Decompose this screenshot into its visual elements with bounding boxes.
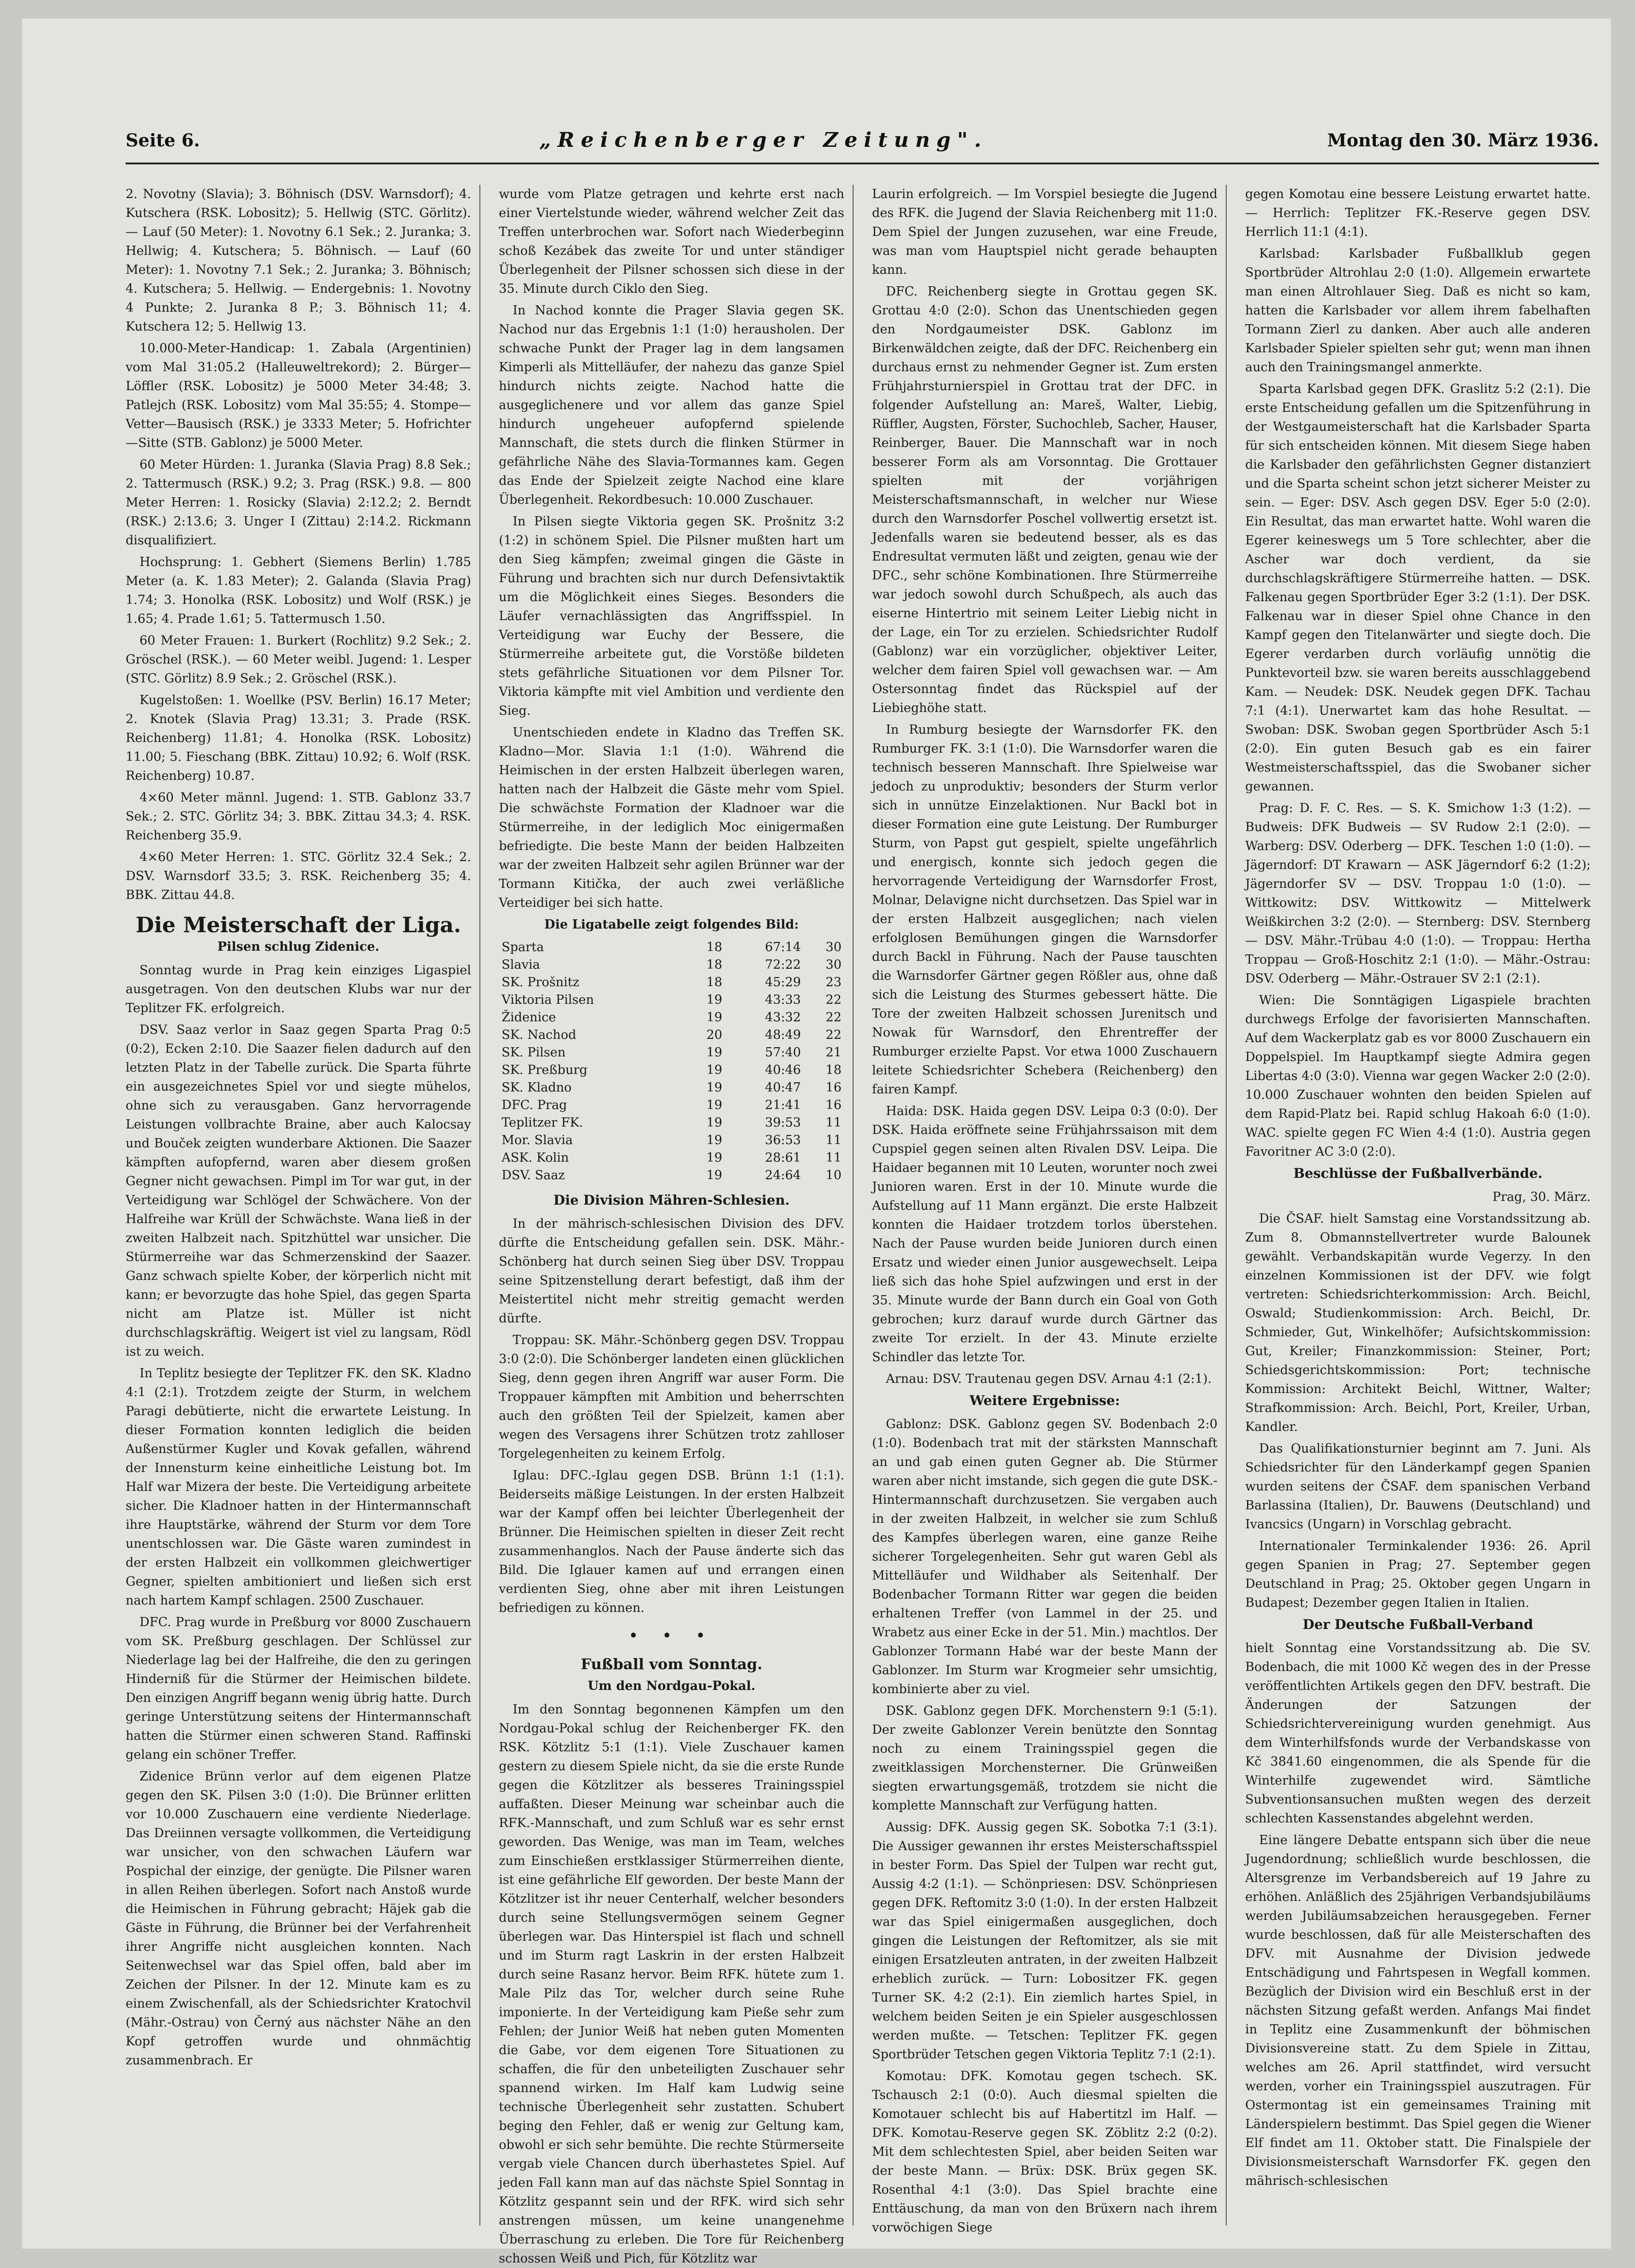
table-row [499, 1026, 844, 1044]
paragraph: Arnau: DSV. Trautenau gegen DSV. Arnau 4:1 (2:1). [886, 1372, 1212, 1386]
paragraph: Komotau: DFK. Komotau gegen tschech. SK. Tschausch 2:1 (0:0). Auch diesmal spielten die Komotauer schlecht bis auf Habertitzl im Half. — DFK. Komotau-Reserve gegen SK. Zöblitz 2:2 (0:2). Mit dem schlechtesten Spiel, aber beiden Seiten war der beste Mann. — Brüx: DSK. Brüx gegen SK. Rosenthal 4:1 (3:0). Das Spiel brachte eine Enttäuschung, da man von den Brüxern nach ihrem vorwöchigen Siege [872, 2069, 1217, 2235]
header-rule [126, 163, 1599, 164]
team-name: Slavia [502, 958, 540, 972]
table-cell: 30 [825, 958, 842, 972]
table-cell: 11 [825, 1151, 842, 1165]
table-cell: 10 [825, 1168, 842, 1182]
paragraph: hielt Sonntag eine Vorstandssitzung ab. Die SV. Bodenbach, die mit 1000 Kč wegen des in der Presse veröffentlichten Artikels gegen den DFV. bestraft. Die Änderungen der Satzungen der Schiedsrichtervereinigung wurden genehmigt. Aus dem Winterhilfsfonds wurde der Verbandskasse von Kč 3841.60 eingenommen, die als Spende für die Winterhilfe zugewendet wird. Sämtliche Subventionsansuchen mußten wegen des derzeit schlechten Kassenstandes abgelehnt werden. [1245, 1641, 1591, 1826]
table-cell: 18 [706, 975, 722, 989]
team-name: DFC. Prag [502, 1098, 567, 1112]
section-subheading: Pilsen schlug Zidenice. [217, 940, 380, 954]
paragraph: Laurin erfolgreich. — Im Vorspiel besiegte die Jugend des RFK. die Jugend der Slavia Reichenberg mit 11:0. Dem Spiel der Jungen zuzusehen, war eine Freude, was man vom Hauptspiel nicht gerade behaupten kann. [872, 187, 1217, 277]
table-cell: 19 [706, 1116, 722, 1130]
table-cell: 22 [825, 1010, 842, 1025]
table-row [499, 1044, 844, 1062]
paragraph: wurde vom Platze getragen und kehrte erst nach einer Viertelstunde wieder, während welcher Zeit das Treffen unterbrochen war. Sofort nach Wiederbeginn schoß Kezábek das zweite Tor und unter ständiger Überlegenheit der Pilsner schossen sich diese in der 35. Minute durch Ciklo den Sieg. [499, 187, 844, 296]
table-cell: 28:61 [765, 1151, 801, 1165]
table-cell: 67:14 [765, 940, 801, 954]
team-name: DSV. Saaz [502, 1168, 565, 1182]
section-heading: Die Meisterschaft der Liga. [135, 912, 461, 937]
table-cell: 22 [825, 993, 842, 1007]
paragraph: 60 Meter Hürden: 1. Juranka (Slavia Prag) 8.8 Sek.; 2. Tattermusch (RSK.) 9.2; 3. Prag (RSK.) 9.8. — 800 Meter Herren: 1. Rosicky (Slavia) 2:12.2; 2. Berndt (RSK.) 2:13.6; 3. Unger I (Zittau) 2:14.2. Rickmann disqualifiziert. [126, 458, 471, 548]
table-cell: 19 [706, 1010, 722, 1025]
table-cell: 22 [825, 1028, 842, 1042]
paragraph: Im den Sonntag begonnenen Kämpfen um den Nordgau-Pokal schlug der Reichenberger FK. den RSK. Kötzlitz 5:1 (1:1). Viele Zuschauer kamen gestern zu diesem Spiele nicht, da sie die erste Runde gegen die Kötzlitzer als besseres Trainingsspiel auffaßten. Dieser Meinung war scheinbar auch die RFK.-Mannschaft, und zum Schluß war es sehr ernst geworden. Das Wenige, was man im Team, welches zum Einschießen erstklassiger Stürmerreihen diente, ist eine gefährliche Elf geworden. Der beste Mann der Kötzlitzer ist ihr neuer Centerhalf, welcher besonders durch seine Stellungsvermögen seinem Gegner überlegen war. Das Hinterspiel ist flach und schnell und im Sturm ragt Laskrin in der ersten Halbzeit durch seine Rasanz hervor. Beim RFK. hütete zum 1. Male Pilz das Tor, welcher durch seine Ruhe imponierte. In der Verteidigung kam Pieße sehr zum Fehlen; der Junior Weiß hat neben guten Momenten die Gabe, vor dem eigenen Tore Situationen zu schaffen, die für den unbeteiligten Zuschauer sehr spannend wirken. Im Half kam Ludwig seine technische Überlegenheit sehr zustatten. Schubert beging den Fehler, daß er wenig zur Geltung kam, obwohl er sich sehr bemühte. Die rechte Stürmerseite vergab viele Chancen durch überhastetes Spiel. Auf jeden Fall kann man auf das nächste Spiel Sonntag in Kötzlitz gespannt sein und der RFK. wird sich sehr anstrengen müssen, um keine unangenehme Überraschung zu erleben. Die Tore für Reichenberg schossen Weiß und Pich, für Kötzlitz war [499, 1702, 844, 2266]
paragraph: Aussig: DFK. Aussig gegen SK. Sobotka 7:1 (3:1). Die Aussiger gewannen ihr erstes Meisterschaftsspiel in bester Form. Das Spiel der Tulpen war recht gut, Aussig 4:2 (1:1). — Schönpriesen: DSV. Schönpriesen gegen DFK. Reftomitz 3:0 (1:0). In der ersten Halbzeit war das Spiel einigermaßen ausgeglichen, doch gingen die Leistungen der Reftomitzer, als sie mit einigen Ersatzleuten antraten, in der zweiten Halbzeit erheblich zurück. — Turn: Lobositzer FK. gegen Turner SK. 4:2 (2:1). Ein ziemlich hartes Spiel, in welchem beiden Seiten je ein Spieler ausgeschlossen werden mußte. — Tetschen: Teplitzer FK. gegen Sportbrüder Tetschen gegen Viktoria Teplitz 7:1 (2:1). [872, 1820, 1217, 2062]
column-3 [872, 185, 1227, 2235]
table-cell: 18 [706, 940, 722, 954]
table-cell: 11 [825, 1133, 842, 1147]
table-cell: 40:46 [765, 1063, 801, 1077]
paragraph: In der mährisch-schlesischen Division des DFV. dürfte die Entscheidung gefallen sein. DSK. Mähr.-Schönberg hat durch seinen Sieg über DSV. Troppau seine Spitzenstellung derart befestigt, daß ihm der Meistertitel nicht mehr streitig gemacht werden dürfte. [499, 1217, 844, 1326]
table-cell: 40:47 [765, 1080, 801, 1095]
paragraph: In Pilsen siegte Viktoria gegen SK. Prošnitz 3:2 (1:2) in schönem Spiel. Die Pilsner mußten hart um den Sieg kämpfen; zweimal gingen die Gäste in Führung und brachten sich nur durch Defensivtaktik um die Möglichkeit eines Sieges. Besonders die Läufer vernachlässigten das Angriffsspiel. In Verteidigung war Euchy der Bessere, die Stürmerreihe arbeitete gut, die Vorstöße bildeten stets gefährliche Situationen vor dem Pilsner Tor. Viktoria kämpfte mit viel Ambition und verdiente den Sieg. [499, 514, 844, 718]
paragraph: Gablonz: DSK. Gablonz gegen SV. Bodenbach 2:0 (1:0). Bodenbach trat mit der stärksten Mannschaft an und gab einen guten Gegner ab. Die Stürmer waren aber nicht imstande, sich gegen die gute DSK.-Hintermannschaft durchzusetzen. Sie vergaben auch in der zweiten Halbzeit, in welcher sie zum Schluß des Kampfes überlegen waren, eine ganze Reihe sicherer Torgelegenheiten. Sehr gut waren Gebl als Mittelläufer und Wildhaber als Seitenhalf. Der Bodenbacher Tormann Ritter war gegen die beiden erhaltenen Treffer (von Lammel in der 25. und Wrabetz aus einer Ecke in der 51. Min.) machtlos. Der Gablonzer Tormann Habé war der beste Mann der Gablonzer. Im Sturm war Krogmeier sehr umsichtig, kombinierte aber zu viel. [872, 1417, 1217, 1696]
paragraph: Prag: D. F. C. Res. — S. K. Smichow 1:3 (1:2). — Budweis: DFK Budweis — SV Rudow 2:1 (2:0). — Warberg: DSV. Oderberg — DFK. Teschen 1:0 (1:0). — Jägerndorf: DT Krawarn — ASK Jägerndorf 6:2 (1:2); Jägerndorfer SV — DSV. Troppau 1:0 (1:0). — Wittkowitz: DSV. Wittkowitz — Mittelwerk Weißkirchen 3:2 (2:0). — Sternberg: DSV. Sternberg — DSV. Mähr.-Trübau 4:0 (1:0). — Troppau: Hertha Troppau — Groß-Hoschitz 2:1 (1:0). — Mähr.-Ostrau: DSV. Oderberg — Mähr.-Ostrauer SV 2:1 (2:1). [1245, 801, 1591, 986]
section-divider: • • • [628, 1627, 715, 1646]
paragraph: DSK. Gablonz gegen DFK. Morchenstern 9:1 (5:1). Der zweite Gablonzer Verein benützte den Sonntag noch zu einem Trainingsspiel gegen die zweitklassigen Morchensterner. Die Grünweißen siegten erwartungsgemäß, trotzdem sie nicht die komplette Mannschaft zur Verfügung hatten. [872, 1704, 1217, 1813]
paragraph: In Rumburg besiegte der Warnsdorfer FK. den Rumburger FK. 3:1 (1:0). Die Warnsdorfer waren die technisch besseren Mannschaft. Ihre Spielweise war jedoch zu unproduktiv; besonders der Sturm verlor sich in unnütze Einzelaktionen. Nur Backl bot in dieser Formation eine gute Leistung. Der Rumburger Sturm, von Papst gut gespielt, spielte ungefährlich und energisch, konnte sich jedoch gegen die hervorragende Verteidigung der Warnsdorfer Frost, Molnar, Delavigne nicht durchsetzen. Das Spiel war in der ersten Halbzeit ausgeglichen; nach vielen erfolglosen Bemühungen gingen die Warnsdorfer durch Backl in Führung. Nach der Pause tauschten die Warnsdorfer Gärtner gegen Rößler aus, ohne daß sich die Leistung des Sturmes gebessert hätte. Die Tore der zweiten Halbzeit schossen Jurenitsch und Nowak für Warnsdorf, den Ehrentreffer der Rumburger erzielte Papst. Vor etwa 1000 Zuschauern leitete Schiedsrichter Schebera (Reichenberg) den fairen Kampf. [872, 723, 1217, 1097]
paragraph: 10.000-Meter-Handicap: 1. Zabala (Argentinien) vom Mal 31:05.2 (Halleuweltrekord); 2. Bürger—Löffler (RSK. Lobositz) je 5000 Meter 34:48; 3. Patlejch (RSK. Lobositz) vom Mal 35:55; 4. Stompe—Vetter—Bausisch (RSK.) je 3333 Meter; 5. Hofrichter—Sitte (STB. Gablonz) je 5000 Meter. [126, 341, 471, 450]
table-cell: 48:49 [765, 1028, 801, 1042]
paragraph: Unentschieden endete in Kladno das Treffen SK. Kladno—Mor. Slavia 1:1 (1:0). Während die Heimischen in der ersten Halbzeit überlegen waren, hatten nach der Halbzeit die Gäste mehr vom Spiel. Die schwächste Formation der Kladnoer war die Stürmerreihe, in der lediglich Moc einigermaßen befriedigte. Die beste Mann der beiden Halbzeiten war der zweiten Halbzeit sehr agilen Brünner war der Tormann Kitička, der auch zwei verläßliche Verteidiger bei sich hatte. [499, 725, 844, 910]
newspaper-title: „Reichenberger Zeitung". [539, 128, 988, 152]
newspaper-page [22, 18, 1611, 2266]
table-row [499, 1097, 844, 1114]
paragraph: Hochsprung: 1. Gebhert (Siemens Berlin) 1.785 Meter (a. K. 1.83 Meter); 2. Galanda (Slavia Prag) 1.74; 3. Honolka (RSK. Lobositz) und Wolf (RSK.) je 1.65; 4. Prade 1.61; 5. Tattermusch 1.50. [126, 555, 471, 626]
team-name: SK. Pilsen [502, 1045, 566, 1060]
table-cell: 19 [706, 1063, 722, 1077]
table-row [499, 956, 844, 974]
paragraph: gegen Komotau eine bessere Leistung erwartet hatte. — Herrlich: Teplitzer FK.-Reserve gegen DSV. Herrlich 11:1 (4:1). [1245, 187, 1591, 239]
article-columns [126, 185, 1599, 2266]
paragraph: Kugelstoßen: 1. Woellke (PSV. Berlin) 16.17 Meter; 2. Knotek (Slavia Prag) 13.31; 3. Prade (RSK. Reichenberg) 11.81; 4. Honolka (RSK. Lobositz) 11.00; 5. Fieschang (BBK. Zittau) 10.92; 6. Wolf (RSK. Reichenberg) 10.87. [126, 693, 471, 783]
team-name: Teplitzer FK. [502, 1116, 583, 1130]
table-cell: 43:33 [765, 993, 801, 1007]
column-4 [1245, 185, 1599, 2226]
table-cell: 19 [706, 1045, 722, 1060]
paragraph: 4×60 Meter männl. Jugend: 1. STB. Gablonz 33.7 Sek.; 2. STC. Görlitz 34; 3. BBK. Zittau 34.3; 4. RSK. Reichenberg 35.9. [126, 790, 471, 843]
column-1 [126, 185, 480, 2226]
table-cell: 24:64 [765, 1168, 801, 1182]
paragraph: Das Qualifikationsturnier beginnt am 7. Juni. Als Schiedsrichter für den Länderkampf gegen Spanien wurden seitens der ČSAF. dem spanischen Verband Barlassina (Italien), Dr. Bauwens (Deutschland) und Ivancsics (Ungarn) in Vorschlag gebracht. [1245, 1442, 1591, 1532]
paragraph: Haida: DSK. Haida gegen DSV. Leipa 0:3 (0:0). Der DSK. Haida eröffnete seine Frühjahrssaison mit dem Cupspiel gegen seinen alten Rivalen DSV. Leipa. Die Haidaer begannen mit 10 Leuten, worunter noch zwei Junioren waren. Erst in der 10. Minute wurde die Aufstellung auf 11 Mann ergänzt. Die erste Halbzeit konnten die Haidaer trotzdem torlos überstehen. Nach der Pause wurden beide Junioren durch einen Ersatz und wieder einen Junior ausgewechselt. Leipa ließ sich das hohe Spiel aufzwingen und erst in der 35. Minute wurde der Bann durch ein Goal von Goth gebrochen; kurz darauf wurde durch Gärtner das zweite Tor erzielt. In der 43. Minute erzielte Schindler das letzte Tor. [872, 1104, 1217, 1364]
table-cell: 19 [706, 1080, 722, 1095]
paragraph: 2. Novotny (Slavia); 3. Böhnisch (DSV. Warnsdorf); 4. Kutschera (RSK. Lobositz); 5. Hellwig (STC. Görlitz). — Lauf (50 Meter): 1. Novotny 6.1 Sek.; 2. Juranka; 3. Hellwig; 4. Kutschera; 5. Böhnisch. — Lauf (60 Meter): 1. Novotny 7.1 Sek.; 2. Juranka; 3. Böhnisch; 4. Kutschera; 5. Hellwig. — Endergebnis: 1. Novotny 4 Punkte; 2. Juranka 8 P.; 3. Böhnisch 11; 4. Kutschera 12; 5. Hellwig 13. [126, 187, 471, 334]
table-row [499, 939, 844, 956]
table-row [499, 991, 844, 1009]
table-row [499, 1062, 844, 1079]
issue-date: Montag den 30. März 1936. [1327, 129, 1599, 151]
team-name: Viktoria Pilsen [502, 993, 594, 1007]
table-row [499, 974, 844, 991]
paragraph: DFC. Prag wurde in Preßburg vor 8000 Zuschauern vom SK. Preßburg geschlagen. Der Schlüssel zur Niederlage lag bei der Halfreihe, die den zu geringen Hinderniß für die Stürmer der Heimischen bildete. Den einzigen Angriff begann wenig übrig hatte. Durch geringe Unterstützung seitens der Hintermannschaft hatten die Stürmer einen schweren Stand. Raffinski gelang ein schöner Treffer. [126, 1615, 471, 1762]
team-name: SK. Prošnitz [502, 975, 580, 989]
paragraph: Eine längere Debatte entspann sich über die neue Jugendordnung; schließlich wurde beschlossen, die Altersgrenze im Verbandsbereich auf 19 Jahre zu erhöhen. Anläßlich des 25jährigen Verbandsjubiläums werden Jubiläumsabzeichen herausgegeben. Ferner wurde beschlossen, daß für alle Meisterschaften des DFV. mit Ausnahme der Division jedwede Entschädigung und Fahrtspesen in Wegfall kommen. Bezüglich der Division wird ein Beschluß erst in der nächsten Sitzung gefaßt werden. Anfangs Mai findet in Teplitz eine Zusammenkunft der böhmischen Divisionsvereine statt. Zu dem Spiele in Zittau, welches am 26. April stattfindet, wird versucht werden, vorher ein Trainingsspiel auszutragen. Für Ostermontag ist ein gemeinsames Training mit Länderspielern bestimmt. Das Spiel gegen die Wiener Elf findet am 11. Oktober statt. Die Finalspiele der Divisionsmeisterschaft Warnsdorfer FK. gegen den mährisch-schlesischen [1245, 1833, 1591, 2188]
table-cell: 16 [825, 1080, 842, 1095]
section-heading: Die Division Mähren-Schlesien. [553, 1192, 790, 1208]
paragraph: DSV. Saaz verlor in Saaz gegen Sparta Prag 0:5 (0:2), Ecken 2:10. Die Saazer fielen dadurch auf den letzten Platz in der Tabelle zurück. Die Sparta führte ein ausgezeichnetes Spiel vor und siegte mühelos, ohne sich zu verausgaben. Ganz hervorragende Leistungen vollbrachte Braine, aber auch Kalocsay und Bouček zeigten wunderbare Aktionen. Die Saazer kämpften aufopfernd, waren aber diesem großen Gegner nicht gewachsen. Pimpl im Tor war gut, in der Verteidigung war Schlögel der Schwächere. Von der Halfreihe war Krüll der Schwächste. Wana ließ in der zweiten Halbzeit nach. Spitzhüttel war unsicher. Die Stürmerreihe war das Schmerzenskind der Saazer. Ganz schwach spielte Kober, der körperlich nicht mit kann; er bevorzugte das hohe Spiel, das gegen Sparta nicht am Platze ist. Müller ist nicht durchschlagskräftig. Weigert ist viel zu langsam, Rödl ist zu weich. [126, 1023, 471, 1359]
table-row [499, 1149, 844, 1167]
paragraph: Iglau: DFC.-Iglau gegen DSB. Brünn 1:1 (1:1). Beiderseits mäßige Leistungen. In der ersten Halbzeit war der Kampf offen bei leichter Überlegenheit der Brünner. Die Heimischen spielten in dieser Zeit recht zusammenhanglos. Nach der Pause änderte sich das Bild. Die Iglauer kamen auf und errangen einen verdienten Sieg, ohne aber mit ihren Leistungen befriedigen zu können. [499, 1468, 844, 1615]
table-cell: 20 [706, 1028, 722, 1042]
paragraph: DFC. Reichenberg siegte in Grottau gegen SK. Grottau 4:0 (2:0). Schon das Unentschieden gegen den Nordgaumeister DSK. Gablonz im Birkenwäldchen zeigte, daß der DFC. Reichenberg ein durchaus ernst zu nehmender Gegner ist. Zum ersten Frühjahrsturnierspiel in Grottau trat der DFC. in folgender Aufstellung an: Mareš, Walter, Liebig, Rüffler, Augsten, Förster, Suchochleb, Sacher, Hauser, Reinberger, Bauer. Die Mannschaft war in noch besserer Form als am Vorsonntag. Die Grottauer spielten mit der vorjährigen Meisterschaftsmannschaft, in welcher nur Wiese durch den Warnsdorfer Poschel vollwertig ersetzt ist. Jedenfalls waren sie bedeutend besser, als es das Endresultat vermuten läßt und zeigten, genau wie der DFC., sehr schöne Kombinationen. Ihre Stürmerreihe war jedoch sowohl durch Schußpech, als auch das eiserne Hintertrio mit seinem Leiter Liebig nicht in der Lage, ein Tor zu erzielen. Schiedsrichter Rudolf (Gablonz) war ein vorzüglicher, objektiver Leiter, welcher dem fairen Spiel voll gewachsen war. — Am Ostersonntag findet das Rückspiel auf der Liebieghöhe statt. [872, 284, 1217, 715]
section-heading: Fußball vom Sonntag. [581, 1655, 763, 1673]
table-row [499, 1167, 844, 1184]
table-row [499, 1009, 844, 1026]
team-name: Židenice [502, 1010, 556, 1025]
table-cell: 36:53 [765, 1133, 801, 1147]
table-cell: 19 [706, 1098, 722, 1112]
column-2 [499, 185, 854, 2266]
team-name: ASK. Kolin [502, 1151, 569, 1165]
league-table [499, 939, 844, 1184]
paragraph: Internationaler Terminkalender 1936: 26. April gegen Spanien in Prag; 27. September gegen Deutschland in Prag; 25. Oktober gegen Ungarn in Budapest; Dezember gegen Italien in Italien. [1245, 1539, 1591, 1610]
paragraph: Sparta Karlsbad gegen DFK. Graslitz 5:2 (2:1). Die erste Entscheidung gefallen um die Spitzenführung in der Westgaumeisterschaft hat die Karlsbader Sparta für sich entscheiden können. Mit diesem Siege haben die Karlsbader den gefährlichsten Gegner distanziert und die Sparta scheint schon jetzt sicherer Meister zu sein. — Eger: DSV. Asch gegen DSV. Eger 5:0 (2:0). Ein Resultat, das man erwartet hatte. Wohl waren die Egerer keineswegs um 5 Tore schlechter, aber die Ascher war doch verdient, da sie durchschlagskräftigere Stürmerreihe hatten. — DSK. Falkenau gegen Sportbrüder Eger 3:2 (1:1). Der DSK. Falkenau war in dieser Spiel ohne Chance in den Kampf gegen den Titelanwärter und siegte doch. Die Egerer verdarben durch vorläufig unnötig die Punktevorteil bzw. sie waren bereits ausschlaggebend Kam. — Neudek: DSK. Neudek gegen DFK. Tachau 7:1 (4:1). Unerwartet kam das hohe Resultat. — Swoban: DSK. Swoban gegen Sportbrüder Asch 5:1 (2:0). Ein guten Besuch gab es ein fairer Westmeisterschaftsspiel, das die Swobaner sicher gewannen. [1245, 382, 1591, 794]
page-number: Seite 6. [126, 129, 200, 151]
table-cell: 19 [706, 1151, 722, 1165]
table-cell: 19 [706, 993, 722, 1007]
table-cell: 39:53 [765, 1116, 801, 1130]
paragraph: In Teplitz besiegte der Teplitzer FK. den SK. Kladno 4:1 (2:1). Trotzdem zeigte der Sturm, in welchem Paragi debütierte, nicht die erwartete Leistung. In dieser Formation konnten lediglich die beiden Außenstürmer Kugler und Kovak gefallen, während der Innensturm keine einheitliche Leistung bot. Im Half war Mizera der beste. Die Verteidigung arbeitete sicher. Die Kladnoer hatten in der Hintermannschaft ihre Hauptstärke, während der Sturm vor dem Tore unentschlossen war. Die Gäste waren zumindest in der ersten Halbzeit ein vollkommen gleichwertiger Gegner, spielten ambitioniert und ließen sich erst nach hartem Kampf schlagen. 2500 Zuschauer. [126, 1366, 471, 1608]
table-row [499, 1132, 844, 1149]
table-cell: 45:29 [765, 975, 801, 989]
team-name: Sparta [502, 940, 544, 954]
table-cell: 19 [706, 1168, 722, 1182]
paragraph: Sonntag wurde in Prag kein einziges Ligaspiel ausgetragen. Von den deutschen Klubs war nur der Teplitzer FK. erfolgreich. [126, 963, 471, 1015]
table-cell: 23 [825, 975, 842, 989]
paragraph: Zidenice Brünn verlor auf dem eigenen Platze gegen den SK. Pilsen 3:0 (1:0). Die Brünner erlitten vor 10.000 Zuschauern eine verdiente Niederlage. Das Dreiinnen versagte vollkommen, die Verteidigung war unsicher, von den schwachen Läufern war Pospichal der einzige, der genügte. Die Pilsner waren in allen Reihen überlegen. Sofort nach Anstoß wurde die Heimischen in Führung gebracht; Häjek gab die Gäste in Führung, die Brünner bei der Verfahrenheit ihrer Angriffe nicht ausgleichen konnten. Nach Seitenwechsel war das Spiel offen, bald aber im Zeichen der Pilsner. In der 12. Minute kam es zu einem Zwischenfall, als der Schiedsrichter Kratochvil (Mähr.-Ostrau) von Černý aus nächster Nähe an den Kopf getroffen wurde und ohnmächtig zusammenbrach. Er [126, 1769, 471, 2068]
paragraph: Die ČSAF. hielt Samstag eine Vorstandssitzung ab. Zum 8. Obmannstellvertreter wurde Balounek gewählt. Verbandskapitän wurde Vegerzy. In den einzelnen Kommissionen ist der DFV. wie folgt vertreten: Schiedsrichterkommission: Arch. Beichl, Oswald; Studienkommission: Arch. Beichl, Dr. Schmieder, Gut, Winkelhöfer; Aufsichtskommission: Gut, Kreiler; Finanzkommission: Steiner, Port; Schiedsgerichtskommission: Port; technische Kommission: Architekt Beichl, Wittner, Walter; Strafkommission: Arch. Beichl, Port, Kreiler, Urban, Kandler. [1245, 1212, 1591, 1434]
team-name: SK. Preßburg [502, 1063, 587, 1077]
table-cell: 30 [825, 940, 842, 954]
paragraph: Karlsbad: Karlsbader Fußballklub gegen Sportbrüder Altrohlau 2:0 (1:0). Allgemein erwartete man einen Altrohlauer Sieg. Daß es nicht so kam, hatten die Karlsbader vor allem ihrem fabelhaften Tormann Zierl zu danken. Aber auch alle anderen Karlsbader Spieler spielten sehr gut; wenn man ihnen auch den Trainingsmangel anmerkte. [1245, 247, 1591, 374]
table-cell: 16 [825, 1098, 842, 1112]
table-cell: 18 [706, 958, 722, 972]
section-subheading: Um den Nordgau-Pokal. [587, 1679, 756, 1693]
table-cell: 18 [825, 1063, 842, 1077]
section-heading: Weitere Ergebnisse: [969, 1393, 1120, 1408]
paragraph: 60 Meter Frauen: 1. Burkert (Rochlitz) 9.2 Sek.; 2. Gröschel (RSK.). — 60 Meter weibl. Jugend: 1. Lesper (STC. Görlitz) 8.9 Sek.; 2. Gröschel (RSK.). [126, 633, 471, 686]
league-table-caption: Die Ligatabelle zeigt folgendes Bild: [544, 917, 799, 932]
section-heading: Der Deutsche Fußball-Verband [1302, 1617, 1533, 1632]
table-row [499, 1079, 844, 1097]
table-cell: 72:22 [765, 958, 801, 972]
paragraph: Wien: Die Sonntägigen Ligaspiele brachten durchwegs Erfolge der favorisierten Mannschaften. Auf dem Wackerplatz gab es vor 8000 Zuschauern ein Doppelspiel. Im Hauptkampf siegte Admira gegen Libertas 4:0 (3:0). Vienna war gegen Wacker 2:0 (2:0). 10.000 Zuschauer wohnten den beiden Spielen auf dem Rapid-Platz bei. Rapid schlug Hakoah 6:0 (1:0). WAC. spielte gegen FC Wien 4:4 (1:0). Austria gegen Favoritner AC 3:0 (2:0). [1245, 993, 1591, 1159]
table-cell: 21:41 [765, 1098, 801, 1112]
table-cell: 19 [706, 1133, 722, 1147]
paragraph: In Nachod konnte die Prager Slavia gegen SK. Nachod nur das Ergebnis 1:1 (1:0) herausholen. Der schwache Punkt der Prager lag in dem langsamen Kimperli als Mittelläufer, der nahezu das ganze Spiel hindurch nichts zeigte. Nachod hatte die ausgeglichenere und vor allem das ganze Spiel hindurch ungeheuer aufopfernd spielende Mannschaft, die stets durch die flinken Stürmer in gefährliche Nähe des Slavia-Tormannes kam. Gegen das Ende der Spielzeit zeigte Nachod eine klare Überlegenheit. Rekordbesuch: 10.000 Zuschauer. [499, 303, 844, 507]
dateline: Prag, 30. März. [1492, 1190, 1591, 1204]
paragraph: Troppau: SK. Mähr.-Schönberg gegen DSV. Troppau 3:0 (2:0). Die Schönberger landeten einen glücklichen Sieg, denn gegen ihren Angriff war auser Form. Die Troppauer kämpften mit Ambition und beherrschten auch den größten Teil der Spielzeit, kamen aber wegen des Versagens ihrer Schützen trotz zahlloser Torgelegenheiten zu keinem Erfolg. [499, 1333, 844, 1461]
table-cell: 11 [825, 1116, 842, 1130]
paragraph: 4×60 Meter Herren: 1. STC. Görlitz 32.4 Sek.; 2. DSV. Warnsdorf 33.5; 3. RSK. Reichenberg 35; 4. BBK. Zittau 44.8. [126, 850, 471, 902]
table-cell: 57:40 [765, 1045, 801, 1060]
table-row [499, 1114, 844, 1132]
table-cell: 43:32 [765, 1010, 801, 1025]
team-name: SK. Nachod [502, 1028, 576, 1042]
team-name: Mor. Slavia [502, 1133, 573, 1147]
team-name: SK. Kladno [502, 1080, 572, 1095]
section-heading: Beschlüsse der Fußballverbände. [1293, 1165, 1543, 1181]
table-cell: 21 [825, 1045, 842, 1060]
page-header [126, 124, 1599, 156]
